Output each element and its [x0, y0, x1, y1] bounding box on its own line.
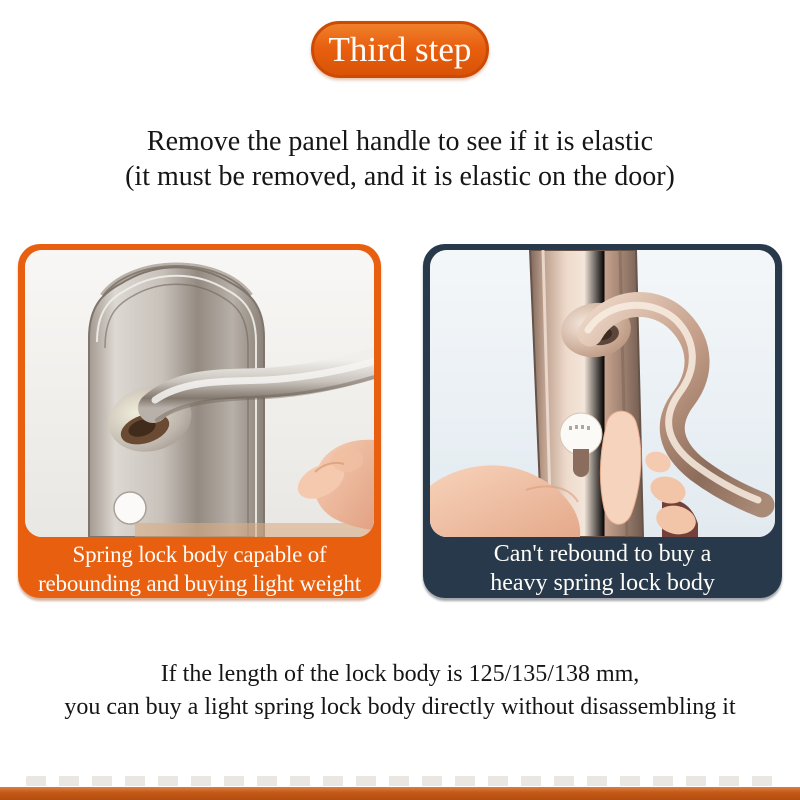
chrome-handle-illustration: [25, 250, 374, 537]
photo-copper-handle: [430, 250, 775, 537]
heading: [0, 124, 800, 194]
caption-left-line2: rebounding and buying light weight: [38, 571, 361, 596]
caption-heavy-spring: [423, 540, 782, 598]
caption-right-line2: heavy spring lock body: [490, 570, 715, 596]
caption-right-line1: Can't rebound to buy a: [493, 541, 712, 567]
caption-left-line1: Spring lock body capable of: [72, 542, 327, 567]
heading-line1: Remove the panel handle to see if it is elastic: [146, 126, 654, 157]
footer-line1: If the length of the lock body is 125/135/138 mm,: [160, 661, 640, 687]
step-badge: [311, 21, 489, 78]
door-edge-strip: [135, 523, 374, 537]
bottom-accent-bar: [0, 787, 800, 800]
keyhole: [114, 492, 146, 524]
caption-light-spring: [18, 540, 381, 598]
heading-line2: (it must be removed, and it is elastic on the door): [125, 161, 675, 192]
faint-watermark-row: [26, 776, 774, 786]
photo-chrome-handle: [25, 250, 374, 537]
card-heavy-spring: [423, 244, 782, 598]
footer-note: [0, 658, 800, 724]
copper-handle-illustration: [430, 250, 775, 537]
step-badge-label: Third step: [328, 29, 472, 69]
card-light-spring: [18, 244, 381, 598]
footer-line2: you can buy a light spring lock body directly without disassembling it: [64, 694, 736, 720]
